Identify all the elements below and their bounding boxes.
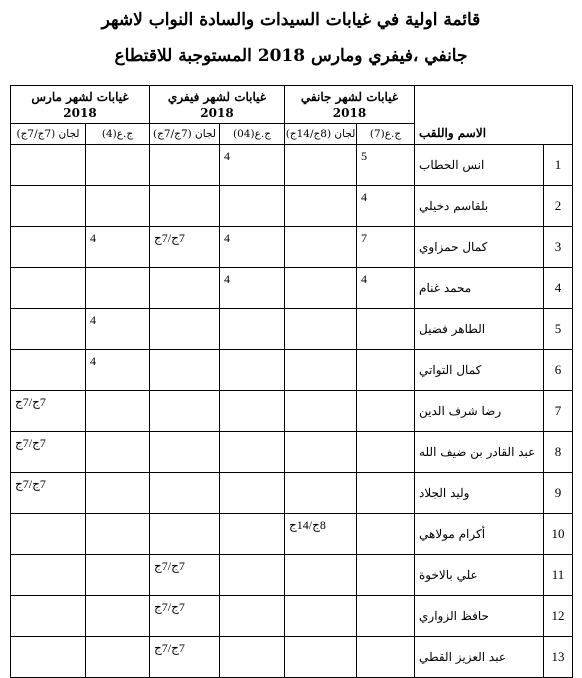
header-february-year: 2018 bbox=[200, 105, 234, 120]
feb-plenary-cell bbox=[220, 432, 285, 473]
table-row bbox=[11, 186, 573, 227]
mar-committee-cell bbox=[11, 186, 86, 227]
jan-committee-cell bbox=[285, 186, 357, 227]
member-name: حافظ الزواري bbox=[415, 596, 544, 637]
feb-plenary-cell: 4 bbox=[220, 145, 285, 186]
mar-plenary-cell bbox=[86, 432, 150, 473]
mar-committee-cell bbox=[11, 637, 86, 678]
mar-committee-cell: 7ج/7ج bbox=[11, 432, 86, 473]
jan-plenary-cell bbox=[357, 350, 415, 391]
jan-committee-cell bbox=[285, 227, 357, 268]
row-number: 12 bbox=[544, 596, 573, 637]
feb-plenary-cell bbox=[220, 309, 285, 350]
absences-table bbox=[10, 85, 573, 678]
table-row bbox=[11, 637, 573, 678]
header-march bbox=[11, 86, 150, 124]
member-name: رضا شرف الدين bbox=[415, 391, 544, 432]
row-number: 8 bbox=[544, 432, 573, 473]
row-number: 3 bbox=[544, 227, 573, 268]
feb-committee-cell bbox=[150, 473, 220, 514]
jan-plenary-cell bbox=[357, 555, 415, 596]
jan-committee-cell bbox=[285, 596, 357, 637]
mar-plenary-cell bbox=[86, 596, 150, 637]
feb-committee-cell bbox=[150, 186, 220, 227]
header-feb-plenary: ج.ع(04) bbox=[220, 124, 285, 145]
header-name: الاسم واللقب bbox=[415, 86, 573, 145]
feb-plenary-cell bbox=[220, 596, 285, 637]
mar-committee-cell bbox=[11, 309, 86, 350]
header-january-year: 2018 bbox=[332, 105, 367, 120]
member-name: أكرام مولاهي bbox=[415, 514, 544, 555]
table-row bbox=[11, 473, 573, 514]
member-name: الطاهر فضيل bbox=[415, 309, 544, 350]
header-march-year: 2018 bbox=[63, 105, 97, 120]
mar-committee-cell bbox=[11, 555, 86, 596]
feb-plenary-cell bbox=[220, 514, 285, 555]
table-row bbox=[11, 555, 573, 596]
mar-plenary-cell bbox=[86, 473, 150, 514]
header-feb-committees: لجان (7ج/7ج) bbox=[150, 124, 220, 145]
mar-plenary-cell bbox=[86, 514, 150, 555]
table-row bbox=[11, 309, 573, 350]
header-jan-committees: لجان (8ج/14ج) bbox=[285, 124, 357, 145]
member-name: عبد القادر بن ضيف الله bbox=[415, 432, 544, 473]
row-number: 11 bbox=[544, 555, 573, 596]
header-march-label: غيابات لشهر مارس bbox=[31, 89, 129, 104]
mar-plenary-cell bbox=[86, 555, 150, 596]
row-number: 5 bbox=[544, 309, 573, 350]
row-number: 13 bbox=[544, 637, 573, 678]
feb-plenary-cell bbox=[220, 186, 285, 227]
row-number: 10 bbox=[544, 514, 573, 555]
member-name: علي بالاخوة bbox=[415, 555, 544, 596]
feb-plenary-cell bbox=[220, 391, 285, 432]
table-row bbox=[11, 432, 573, 473]
table-row bbox=[11, 391, 573, 432]
jan-plenary-cell bbox=[357, 473, 415, 514]
mar-committee-cell: 7ج/7ج bbox=[11, 473, 86, 514]
jan-plenary-cell bbox=[357, 391, 415, 432]
mar-committee-cell bbox=[11, 145, 86, 186]
jan-plenary-cell: 4 bbox=[357, 268, 415, 309]
feb-committee-cell bbox=[150, 514, 220, 555]
member-name: محمد غنام bbox=[415, 268, 544, 309]
row-number: 2 bbox=[544, 186, 573, 227]
header-january-label: غيابات لشهر جانفي bbox=[300, 89, 399, 104]
jan-plenary-cell bbox=[357, 637, 415, 678]
table-row bbox=[11, 350, 573, 391]
feb-committee-cell bbox=[150, 391, 220, 432]
jan-committee-cell bbox=[285, 391, 357, 432]
header-jan-plenary: ج.ع(7) bbox=[357, 124, 415, 145]
mar-committee-cell: 7ج/7ج bbox=[11, 391, 86, 432]
jan-committee-cell bbox=[285, 473, 357, 514]
feb-committee-cell bbox=[150, 268, 220, 309]
feb-plenary-cell bbox=[220, 555, 285, 596]
feb-plenary-cell bbox=[220, 637, 285, 678]
feb-plenary-cell bbox=[220, 350, 285, 391]
jan-plenary-cell bbox=[357, 596, 415, 637]
title-line-2: جانفي ،فيفري ومارس 2018 المستوجبة للاقتطاع bbox=[114, 46, 468, 66]
jan-committee-cell bbox=[285, 637, 357, 678]
table-row bbox=[11, 268, 573, 309]
jan-plenary-cell bbox=[357, 432, 415, 473]
header-mar-plenary: ج.ع(4) bbox=[86, 124, 150, 145]
jan-plenary-cell: 7 bbox=[357, 227, 415, 268]
mar-plenary-cell: 4 bbox=[86, 227, 150, 268]
row-number: 6 bbox=[544, 350, 573, 391]
table-row bbox=[11, 227, 573, 268]
feb-committee-cell: 7ج/7ج bbox=[150, 555, 220, 596]
jan-plenary-cell: 5 bbox=[357, 145, 415, 186]
header-february-label: غيابات لشهر فيفري bbox=[167, 89, 267, 104]
header-mar-committees: لجان (7ج/7ج) bbox=[11, 124, 86, 145]
mar-plenary-cell bbox=[86, 145, 150, 186]
mar-plenary-cell bbox=[86, 268, 150, 309]
title-line-1: قائمة اولية في غيابات السيدات والسادة النواب لاشهر bbox=[101, 10, 481, 30]
mar-plenary-cell bbox=[86, 186, 150, 227]
table-row bbox=[11, 514, 573, 555]
jan-committee-cell bbox=[285, 145, 357, 186]
header-january bbox=[285, 86, 415, 124]
jan-committee-cell bbox=[285, 555, 357, 596]
mar-committee-cell bbox=[11, 596, 86, 637]
mar-plenary-cell: 4 bbox=[86, 309, 150, 350]
mar-plenary-cell: 4 bbox=[86, 350, 150, 391]
row-number: 7 bbox=[544, 391, 573, 432]
feb-plenary-cell: 4 bbox=[220, 227, 285, 268]
jan-plenary-cell bbox=[357, 514, 415, 555]
feb-committee-cell bbox=[150, 350, 220, 391]
feb-plenary-cell bbox=[220, 473, 285, 514]
mar-committee-cell bbox=[11, 514, 86, 555]
table-row bbox=[11, 145, 573, 186]
jan-committee-cell bbox=[285, 350, 357, 391]
jan-committee-cell bbox=[285, 309, 357, 350]
mar-committee-cell bbox=[11, 350, 86, 391]
member-name: عبد العزيز القطي bbox=[415, 637, 544, 678]
row-number: 4 bbox=[544, 268, 573, 309]
table-row bbox=[11, 596, 573, 637]
feb-committee-cell: 7ج/7ج bbox=[150, 637, 220, 678]
feb-committee-cell bbox=[150, 309, 220, 350]
jan-committee-cell bbox=[285, 268, 357, 309]
mar-committee-cell bbox=[11, 268, 86, 309]
jan-plenary-cell: 4 bbox=[357, 186, 415, 227]
member-name: كمال حمزاوي bbox=[415, 227, 544, 268]
jan-plenary-cell bbox=[357, 309, 415, 350]
jan-committee-cell bbox=[285, 432, 357, 473]
member-name: كمال التواتي bbox=[415, 350, 544, 391]
row-number: 1 bbox=[544, 145, 573, 186]
member-name: بلقاسم دخيلي bbox=[415, 186, 544, 227]
mar-committee-cell bbox=[11, 227, 86, 268]
feb-committee-cell bbox=[150, 145, 220, 186]
mar-plenary-cell bbox=[86, 637, 150, 678]
jan-committee-cell: 8ج/14ج bbox=[285, 514, 357, 555]
feb-committee-cell: 7ج/7ج bbox=[150, 596, 220, 637]
member-name: وليد الجلاد bbox=[415, 473, 544, 514]
header-february bbox=[150, 86, 285, 124]
mar-plenary-cell bbox=[86, 391, 150, 432]
feb-plenary-cell: 4 bbox=[220, 268, 285, 309]
member-name: انس الحطاب bbox=[415, 145, 544, 186]
feb-committee-cell: 7ج/7ج bbox=[150, 227, 220, 268]
feb-committee-cell bbox=[150, 432, 220, 473]
row-number: 9 bbox=[544, 473, 573, 514]
